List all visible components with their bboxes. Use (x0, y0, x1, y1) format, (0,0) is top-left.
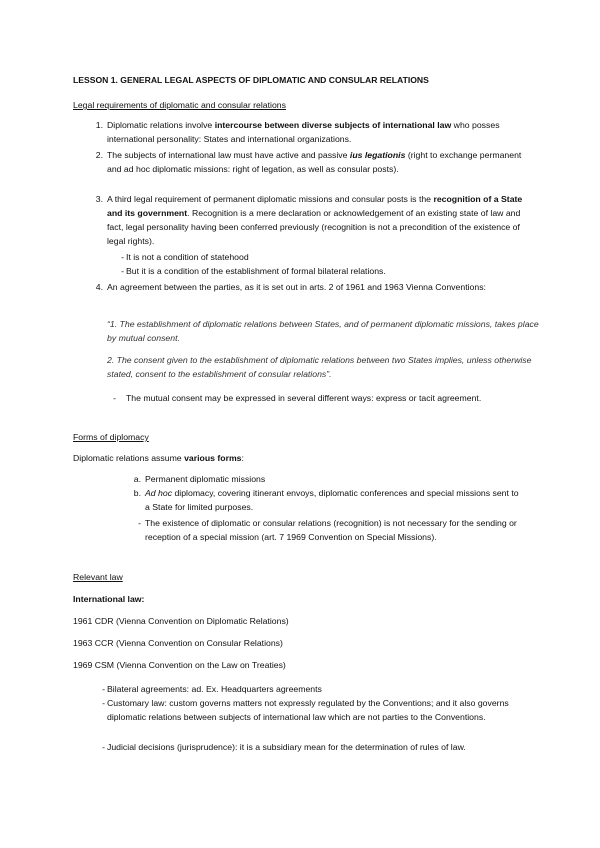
list-number: 2. (95, 150, 103, 160)
quote-paragraph: “1. The establishment of diplomatic relations between States, and of permanent diplomatic missions, takes place by mutual consent. (107, 319, 539, 343)
section-heading-forms: Forms of diplomacy (73, 432, 149, 442)
section-heading-relevant-law: Relevant law (73, 572, 123, 582)
list-item: a. Permanent diplomatic missions (133, 474, 266, 484)
forms-intro: Diplomatic relations assume various forms: (73, 453, 244, 463)
list-item: 1. Diplomatic relations involve intercourse between diverse subjects of international law who posses international personality: States and international organizations. (107, 118, 537, 146)
dash-item: - Bilateral agreements: ad. Ex. Headquarters agreements (102, 684, 322, 694)
convention-line: 1961 CDR (Vienna Convention on Diplomatic Relations) (73, 616, 289, 626)
list-item: 4. An agreement between the parties, as it is set out in arts. 2 of 1961 and 1963 Vienna Conventions: (107, 280, 537, 294)
list-item: 3. A third legal requirement of permanent diplomatic missions and consular posts is the recognition of a State and its government. Recognition is a mere declaration or acknowledgement of an existing state of law and fact, legal personality having been conferred previously (recognition is not a precondition of the existence of legal rights). (107, 192, 537, 248)
dash-item: - The mutual consent may be expressed in several different ways: express or tacit agreement. (113, 393, 482, 403)
international-law-label: International law: (73, 594, 145, 604)
section-heading-legal-requirements: Legal requirements of diplomatic and consular relations (73, 100, 286, 110)
list-number: 3. (95, 194, 103, 204)
list-number: 1. (95, 120, 103, 130)
list-item: 2. The subjects of international law must have active and passive ius legationis (right to exchange permanent and ad hoc diplomatic missions: right of legation, as well as consular posts). (107, 148, 537, 176)
list-item: b. Ad hoc diplomacy, covering itinerant envoys, diplomatic conferences and special missions sent to a State for limited purposes. (133, 488, 519, 512)
dash-item: - Customary law: custom governs matters not expressly regulated by the Conventions; and it also governs diplomatic relations between subjects of international law which are not parties to the Conventions. (102, 698, 509, 722)
lesson-title: LESSON 1. GENERAL LEGAL ASPECTS OF DIPLOMATIC AND CONSULAR RELATIONS (73, 75, 429, 85)
list-number: 4. (95, 282, 103, 292)
dash-item: - Judicial decisions (jurisprudence): it is a subsidiary mean for the determination of rules of law. (102, 742, 466, 752)
convention-line: 1969 CSM (Vienna Convention on the Law on Treaties) (73, 660, 286, 670)
quote-paragraph: 2. The consent given to the establishment of diplomatic relations between two States implies, unless otherwise stated, consent to the establishment of consular relations”. (107, 355, 532, 379)
dash-item: - But it is a condition of the establishment of formal bilateral relations. (121, 266, 386, 276)
dash-item: - The existence of diplomatic or consular relations (recognition) is not necessary for the sending or reception of a special mission (art. 7 1969 Convention on Special Missions). (138, 518, 517, 542)
convention-line: 1963 CCR (Vienna Convention on Consular Relations) (73, 638, 283, 648)
dash-item: - It is not a condition of statehood (121, 252, 249, 262)
